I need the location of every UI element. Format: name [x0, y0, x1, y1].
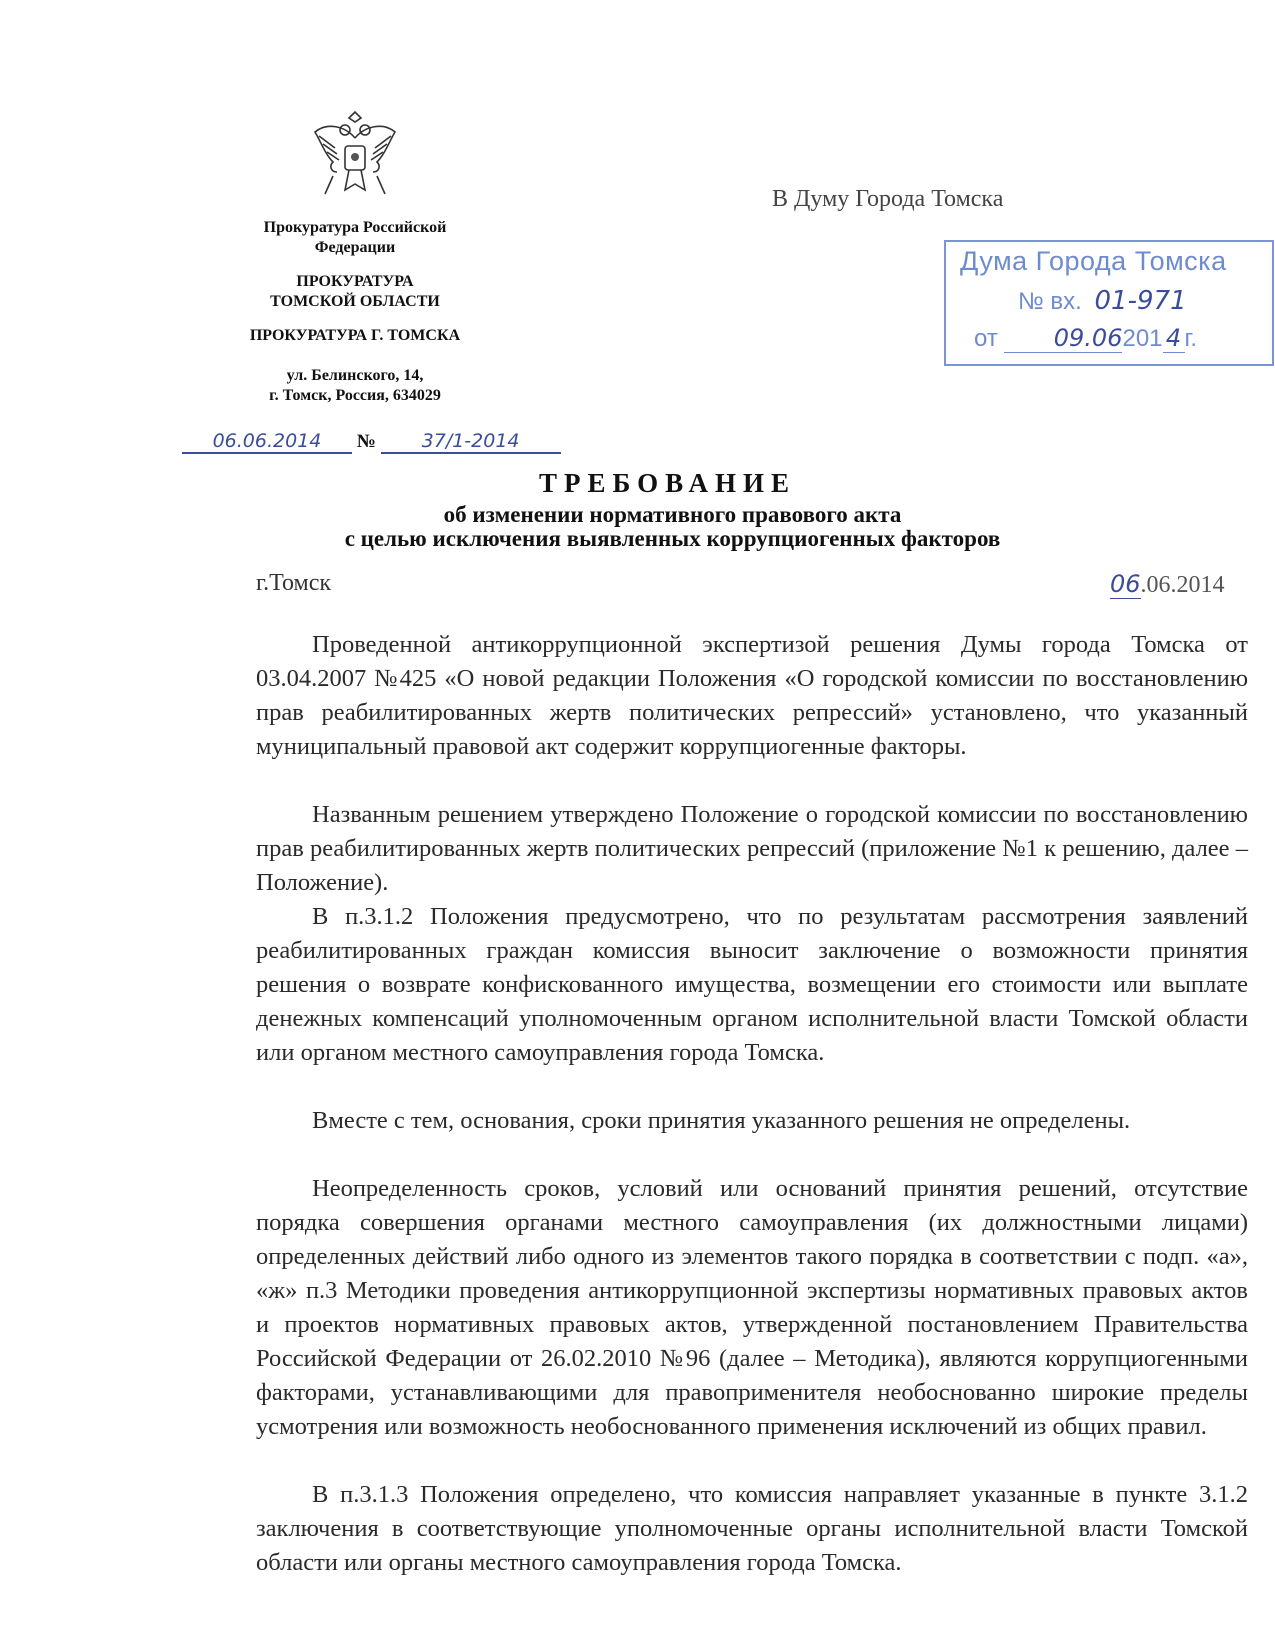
- stamp-number-label: № вх.: [1018, 288, 1082, 315]
- paragraph-text: В п.3.1.3 Положения определено, что комиссия направляет указанные в пункте 3.1.2 заключения в соответствующие уполномоченные органы исполнительной власти Томской области или органы местного самоуправления города Томска.: [256, 1481, 1248, 1576]
- recipient: В Думу Города Томска: [772, 186, 1004, 212]
- number-sign: №: [356, 431, 376, 452]
- document-subtitle-line1: об изменении нормативного правового акта: [443, 502, 902, 527]
- paragraph-1: [256, 628, 1248, 764]
- stamp-year-hand: 4: [1163, 324, 1185, 353]
- document-title: ТРЕБОВАНИЕ: [539, 468, 796, 498]
- stamp-date-line: [974, 324, 1197, 353]
- paragraph-2: [256, 798, 1248, 900]
- stamp-number-value: 01-971: [1094, 286, 1187, 316]
- address-line2: г. Томск, Россия, 634029: [269, 387, 441, 404]
- document-date-day: 06: [1110, 570, 1141, 598]
- paragraph-3: [256, 900, 1248, 1070]
- org-name-line1: Прокуратура Российской: [263, 219, 447, 236]
- paragraph-4: [256, 1104, 1248, 1138]
- city-office-name: ПРОКУРАТУРА Г. ТОМСКА: [249, 327, 461, 344]
- paragraph-text: Названным решением утверждено Положение о городской комиссии по восстановлению прав реабилитированных жертв политических репрессий (приложение №1 к решению, далее – Положение).: [256, 801, 1248, 896]
- paragraph-6: [256, 1478, 1248, 1580]
- office-name: [220, 272, 490, 312]
- document-place: г.Томск: [256, 570, 332, 596]
- stamp-number-line: [1018, 286, 1187, 316]
- outgoing-reference: [182, 430, 561, 454]
- paragraph-text: Проведенной антикоррупционной экспертизой решения Думы города Томска от 03.04.2007 №425 «О новой редакции Положения «О городской комиссии по восстановлению прав реабилитированных жертв политических репрессий» установлено, что указанный муниципальный правовой акт содержит коррупциогенные факторы.: [256, 631, 1248, 760]
- stamp-date-handwritten: 09.06: [1004, 324, 1122, 353]
- office-name-line1: ПРОКУРАТУРА: [296, 273, 414, 290]
- outgoing-number: 37/1-2014: [381, 430, 561, 454]
- paragraph-text: Вместе с тем, основания, сроки принятия указанного решения не определены.: [312, 1107, 1131, 1134]
- outgoing-date: 06.06.2014: [182, 430, 352, 454]
- office-address: [220, 366, 490, 406]
- paragraph-text: В п.3.1.2 Положения предусмотрено, что по результатам рассмотрения заявлений реабилитированных граждан комиссия выносит заключение о возможности принятия решения о возврате конфискованного имущества, возмещении его стоимости или выплате денежных компенсаций уполномоченным органом исполнительной власти Томской области или органом местного самоуправления города Томска.: [256, 903, 1248, 1066]
- document-subtitle-line2: с целью исключения выявленных коррупциогенных факторов: [344, 526, 1001, 551]
- document-date-rest: .06.2014: [1140, 572, 1225, 598]
- coat-of-arms-emblem: [305, 108, 405, 208]
- stamp-date-label: от: [974, 325, 998, 352]
- stamp-title: Дума Города Томска: [960, 246, 1227, 276]
- incoming-stamp: [944, 240, 1274, 366]
- stamp-year-prefix: 201: [1122, 325, 1163, 352]
- document-date: [1110, 570, 1225, 599]
- stamp-date-suffix: г.: [1184, 325, 1198, 352]
- paragraph-5: [256, 1172, 1248, 1444]
- office-name-line2: ТОМСКОЙ ОБЛАСТИ: [270, 293, 440, 310]
- org-name: [220, 218, 490, 258]
- org-name-line2: Федерации: [314, 239, 396, 256]
- address-line1: ул. Белинского, 14,: [286, 367, 424, 384]
- paragraph-text: Неопределенность сроков, условий или оснований принятия решений, отсутствие порядка совершения органами местного самоуправления (их должностными лицами) определенных действий либо одного из элементов такого порядка в соответствии с подп. «а», «ж» п.3 Методики проведения антикоррупционной экспертизы нормативных правовых актов и проектов нормативных правовых актов, утвержденной постановлением Правительства Российской Федерации от 26.02.2010 №96 (далее – Методика), являются коррупциогенными факторами, устанавливающими для правоприменителя необоснованно широкие пределы усмотрения или возможность необоснованного применения исключений из общих правил.: [256, 1175, 1248, 1440]
